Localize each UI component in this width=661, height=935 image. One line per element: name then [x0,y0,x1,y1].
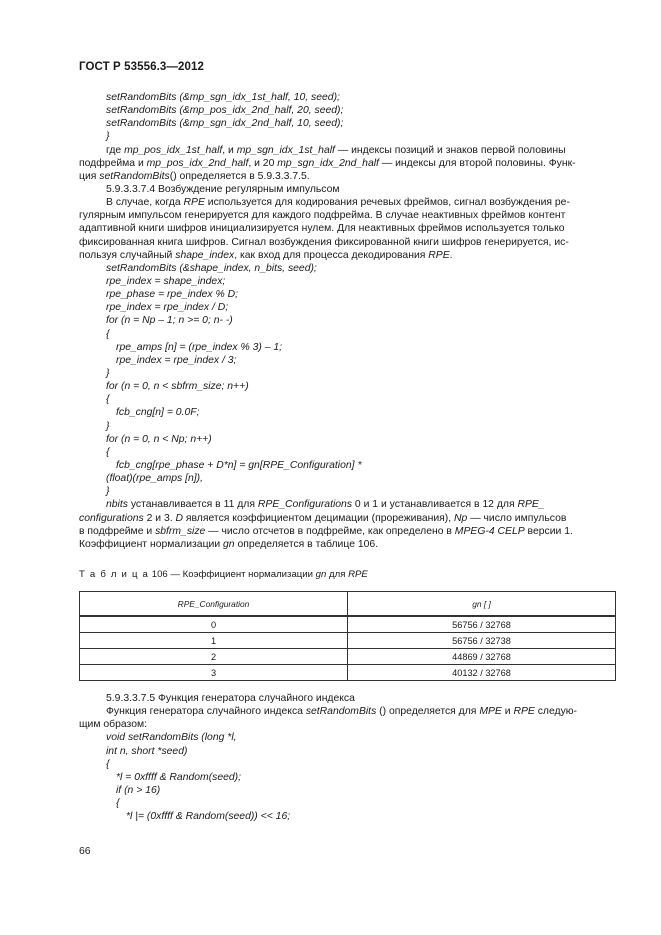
paragraph-line [79,538,616,551]
code-line: { [116,798,120,810]
table-cell-config: 3 [80,665,348,681]
paragraph-line [79,705,616,718]
text-run: гулярным импульсом генерируется для каждого подфрейма. В случае неактивных фреймов контент [79,210,566,222]
text-run: В случае, когда [106,197,184,209]
text-run: — индексы для второй половины. Функ- [378,157,576,169]
normalization-table [79,591,616,681]
table-row [80,633,616,649]
italic-term: Np [454,512,468,524]
code-line: int n, short *seed) [106,745,188,757]
italic-term: gn [223,538,235,550]
table-cell-gn: 56756 / 32768 [348,616,616,633]
table-cell-gn: 56756 / 32738 [348,633,616,649]
paragraph-line [79,512,616,525]
code-line: fcb_cng[n] = 0.0F; [116,407,200,419]
text-run: пользуя случайный [79,249,176,261]
table-header-config: RPE_Configuration [80,592,348,617]
code-line: rpe_index = rpe_index / D; [106,302,229,314]
text-run: () определяется для [376,706,480,718]
text-run: Коэффициент нормализации [79,538,224,550]
code-line: } [106,367,110,379]
text-run: . [449,249,453,261]
italic-term: mp_pos_idx_2nd_half [146,157,249,169]
code-line: void setRandomBits (long *l, [106,732,237,744]
paragraph-line [79,249,616,262]
italic-term: RPE [428,249,450,261]
random-function-intro [79,705,616,731]
rpe-paragraph [79,196,616,262]
document-header: ГОСТ Р 53556.3—2012 [79,61,204,73]
code-line: setRandomBits (&mp_sgn_idx_1st_half, 10, seed); [106,92,340,103]
text-run: , и [222,144,237,156]
table-caption-label: Т а б л и ц а [79,569,150,580]
text-run: версии 1. [524,525,573,537]
italic-term: mp_sgn_idx_2nd_half [277,157,379,169]
text-run: , как вход для процесса декодирования [234,249,429,261]
code-line: rpe_index = rpe_index / 3; [116,354,237,366]
paragraph-line [79,236,616,249]
paragraph-line [79,718,616,731]
paragraph-line [79,498,616,511]
code-line: { [106,328,110,340]
table-caption [79,569,368,580]
text-run: ция [79,170,100,182]
italic-term: sbfrm_size [155,525,206,537]
italic-term: setRandomBits [99,170,170,182]
code-line: (float)(rpe_amps [n]), [106,473,204,485]
table-caption-text: 106 — Коэффициент нормализации [149,569,316,580]
text-run: используется для кодирования речевых фреймов, сигнал возбуждения ре- [204,197,570,209]
italic-term: MPE [479,706,502,718]
paragraph-line [79,157,616,170]
page-number: 66 [79,846,91,857]
table-cell-config: 2 [80,649,348,665]
code-line: setRandomBits (&shape_index, n_bits, seed); [106,262,317,274]
code-line: } [106,486,110,498]
where-paragraph [79,144,616,183]
code-brace-close: } [106,131,110,143]
code-block-random-bits [79,91,616,130]
paragraph-line [79,525,616,538]
text-run: 0 и 1 и устанавливается в 12 для [352,499,518,511]
nbits-paragraph [79,498,616,551]
code-line: { [106,394,110,406]
code-line: setRandomBits (&mp_sgn_idx_2nd_half, 10, seed); [106,118,344,130]
code-line: setRandomBits (&mp_pos_idx_2nd_half, 20, seed); [106,105,344,117]
table-cell-gn: 40132 / 32768 [348,665,616,681]
text-run: — число импульсов [467,512,567,524]
lower-text-block [79,692,616,823]
italic-term: mp_sgn_idx_1st_half [236,144,335,156]
code-line: fcb_cng[rpe_phase + D*n] = gn[RPE_Configuration] * [116,459,362,471]
code-line: for (n = 0, n < sbfrm_size; n++) [106,381,249,393]
text-run: подфрейма и [79,157,147,169]
table-row [80,616,616,633]
text-run: щим образом: [79,719,148,731]
paragraph-line [79,144,616,157]
italic-term: D [175,512,184,524]
code-line: for (n = 0, n < Np; n++) [106,433,212,445]
italic-term: configurations [79,512,144,524]
text-run: адаптивной книги шифров инициализируется нулем. Для неактивных фреймов используется только [79,223,565,235]
text-run: , и 20 [248,157,278,169]
table-row [80,649,616,665]
text-run: — индексы позиций и знаков первой половины [334,144,566,156]
table-header-row [80,592,616,617]
table-header-gn: gn [ ] [348,592,616,617]
italic-term: setRandomBits [305,706,377,718]
code-line: } [106,420,110,432]
text-run: в подфрейме и [79,525,156,537]
text-run: Функция генератора случайного индекса [106,706,306,718]
section-heading-5-9-3-3-7-5: 5.9.3.3.7.5 Функция генератора случайного индекса [106,693,355,704]
table-caption-for: для [326,569,349,580]
text-run: устанавливается в 11 для [127,499,258,511]
text-run: следую- [534,706,578,718]
text-run: фиксированная книга шифров. Сигнал возбуждения фиксированной книги шифров генерируется, ис- [79,236,569,248]
text-run: и [501,706,514,718]
table-row [80,665,616,681]
text-run: является коэффициентом децимации (прореживания), [183,512,455,524]
text-run: определяется в таблице 106. [234,538,379,550]
table-cell-config: 1 [80,633,348,649]
paragraph-line [79,209,616,222]
italic-term: RPE_Configurations [257,499,353,511]
code-block-rpe [79,262,616,499]
table-cell-config: 0 [80,616,348,633]
text-run: 2 и 3. [143,512,176,524]
section-heading-5-9-3-3-7-4: 5.9.3.3.7.4 Возбуждение регулярным импульсом [106,183,340,195]
italic-term: nbits [106,499,128,511]
table-cell-gn: 44869 / 32768 [348,649,616,665]
code-line: rpe_phase = rpe_index % D; [106,289,238,301]
code-line: rpe_amps [n] = (rpe_index % 3) – 1; [116,341,283,353]
code-line: *l |= (0xffff & Random(seed)) << 16; [126,811,291,823]
code-line: *l = 0xffff & Random(seed); [116,771,242,783]
italic-term: RPE [183,197,205,209]
text-run: где [106,144,125,156]
table-caption-rpe: RPE [348,569,368,580]
italic-term: shape_index [175,249,235,261]
code-line: { [106,758,110,770]
upper-text-block [79,91,616,551]
paragraph-line [79,222,616,235]
code-line: { [106,446,110,458]
text-run: () определяется в 5.9.3.3.7.5. [169,170,310,182]
code-line: rpe_index = shape_index; [106,275,226,287]
paragraph-line [79,196,616,209]
code-line: for (n = Np – 1; n >= 0; n- -) [106,315,233,327]
paragraph-line [79,170,616,183]
italic-term: MPEG-4 CELP [454,525,525,537]
italic-term: RPE_ [517,499,545,511]
code-line: if (n > 16) [116,784,161,796]
text-run: — число отсчетов в подфрейме, как определено в [205,525,455,537]
table-caption-gn: gn [315,569,327,580]
code-block-set-random-bits [79,731,616,823]
italic-term: mp_pos_idx_1st_half [124,144,223,156]
italic-term: RPE [513,706,535,718]
